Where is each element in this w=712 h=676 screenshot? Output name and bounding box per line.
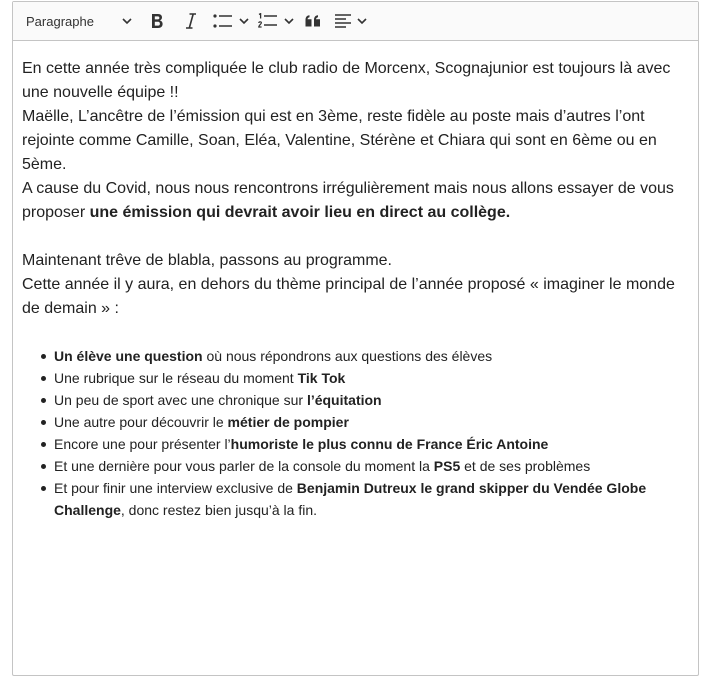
bulleted-list-icon [213, 14, 233, 28]
list-item: Un élève une question où nous répondrons aux questions des élèves [54, 345, 689, 367]
paragraph-format-select[interactable] [13, 6, 137, 36]
paragraph-programme: Maintenant trêve de blabla, passons au programme. [22, 252, 392, 269]
paragraph-covid-text: A cause du Covid, nous nous rencontrons irrégulièrement mais nous allons essayer de vous proposer [22, 180, 674, 221]
list-item: Un peu de sport avec une chronique sur l’équitation [54, 389, 689, 411]
paragraph-format-label: Paragraphe [26, 13, 94, 29]
empty-line [22, 225, 689, 249]
align-left-icon [335, 14, 352, 28]
list-item: Encore une pour présenter l’humoriste le plus connu de France Éric Antoine [54, 433, 689, 455]
list-item: Et une dernière pour vous parler de la console du moment la PS5 et de ses problèmes [54, 455, 689, 477]
rich-text-editor[interactable] [12, 1, 699, 676]
blockquote-icon [305, 15, 321, 27]
list-item: Une autre pour découvrir le métier de pompier [54, 411, 689, 433]
editor-content[interactable] [13, 41, 698, 521]
numbered-list-button[interactable] [254, 6, 298, 36]
paragraph-covid [22, 177, 689, 225]
numbered-list-icon [258, 13, 278, 29]
chevron-down-icon [122, 16, 132, 26]
chevron-down-icon [284, 16, 294, 26]
editor-toolbar [13, 2, 698, 41]
bulleted-list-button[interactable] [208, 6, 254, 36]
list-item: Une rubrique sur le réseau du moment Tik Tok [54, 367, 689, 389]
bold-icon [150, 13, 164, 29]
chevron-down-icon [357, 16, 367, 26]
chevron-down-icon [239, 16, 249, 26]
programme-list [22, 345, 689, 521]
blockquote-button[interactable] [298, 6, 328, 36]
list-item: Et pour finir une interview exclusive de Benjamin Dutreux le grand skipper du Vendée Globe Challenge, donc restez bien jusqu’à la fin. [54, 477, 689, 521]
paragraph-covid-bold: une émission qui devrait avoir lieu en direct au collège. [89, 204, 511, 221]
text-alignment-button[interactable] [328, 6, 374, 36]
bold-button[interactable] [140, 6, 174, 36]
paragraph-theme: Cette année il y aura, en dehors du thème principal de l’année proposé « imaginer le monde de demain » : [22, 276, 675, 317]
italic-icon [185, 13, 197, 29]
italic-button[interactable] [174, 6, 208, 36]
paragraph-team: Maëlle, L’ancêtre de l’émission qui est en 3ème, reste fidèle au poste mais d’autres l’ont rejointe comme Camille, Soan, Eléa, Valentine, Stérène et Chiara qui sont en 6ème ou en 5ème. [22, 108, 657, 173]
paragraph-intro: En cette année très compliquée le club radio de Morcenx, Scognajunior est toujours là avec une nouvelle équipe !! [22, 60, 671, 101]
